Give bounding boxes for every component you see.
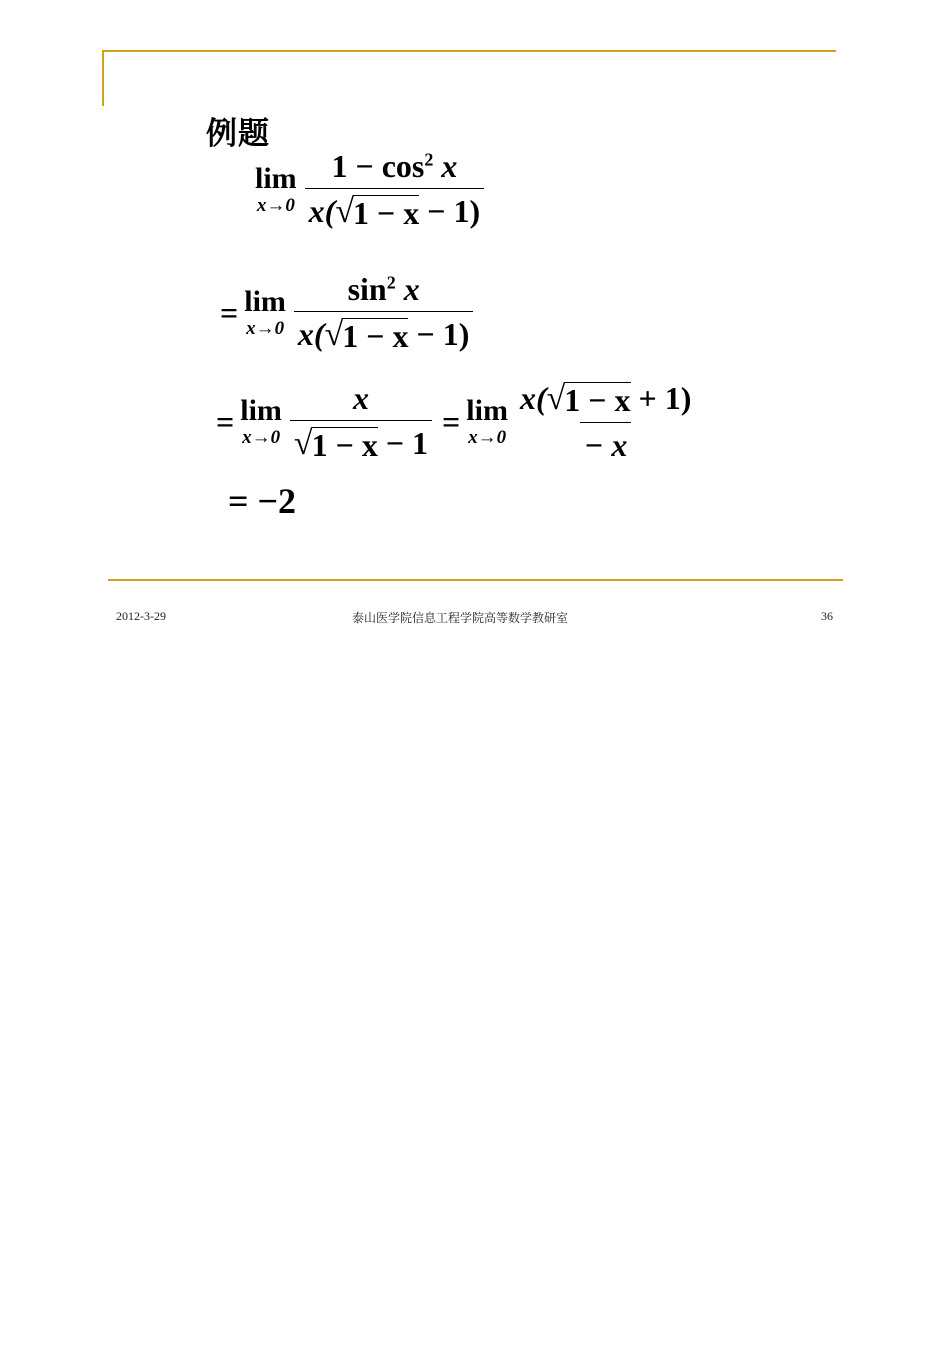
numerator [516,382,695,422]
denominator [290,420,432,461]
radicand: 1 − x [311,427,378,463]
limit-operator [240,396,282,447]
square-root [547,382,631,416]
lim-subscript: x→0 [256,195,295,216]
numerator-text: sin [347,271,387,307]
radicand: 1 − x [353,195,420,231]
radicand: 1 − x [342,318,409,354]
lim-subscript: x→0 [246,318,285,339]
lim-word: lim [244,285,286,318]
exponent: 2 [386,272,396,293]
frame-left-border [102,50,104,106]
equals-sign-2: = [442,403,461,440]
denominator-suffix: − 1 [377,425,429,461]
denominator [294,311,473,352]
numerator: x [352,380,369,416]
limit-operator [244,287,286,338]
numerator [344,273,424,311]
square-root [294,427,378,461]
equals-sign: = [216,403,235,440]
footer-divider [108,579,843,581]
exponent: 2 [424,149,434,170]
radical-sign-icon: √ [293,425,313,462]
fraction [290,382,432,461]
lim-word: lim [240,394,282,427]
footer-page-number: 36 [821,609,833,623]
denominator-prefix: x( [297,316,325,352]
footer-date: 2012-3-29 [116,609,166,623]
square-root [335,195,419,229]
footer-department: 泰山医学院信息工程学院高等数学教研室 [352,611,569,625]
lim-word: lim [255,162,297,195]
limit-operator-2 [466,396,508,447]
equation-step-2 [220,273,473,352]
denominator: − x [580,422,631,461]
lim-subscript: x→0 [468,427,507,448]
radicand: 1 − x [564,382,631,418]
denominator-suffix: − 1) [408,316,470,352]
square-root [325,318,409,352]
equals-sign: = [220,294,239,331]
limit-operator [255,164,297,215]
fraction-2 [516,382,695,461]
example-heading: 例题 [206,116,270,152]
final-result: = −2 [228,481,297,521]
radical-sign-icon: √ [324,316,344,353]
equation-step-1 [255,150,484,229]
fraction [294,273,473,352]
fraction [305,150,484,229]
variable: x [403,271,420,307]
denominator-suffix: − 1) [419,193,481,229]
denominator [305,188,484,229]
radical-sign-icon: √ [335,193,354,230]
denominator-prefix: x( [308,193,336,229]
radical-sign-icon: √ [546,380,566,417]
lim-subscript: x→0 [242,427,281,448]
equation-step-3 [216,382,695,461]
numerator-text: 1 − cos [331,148,425,184]
numerator-prefix: x( [519,380,547,416]
numerator-suffix: + 1) [630,380,692,416]
lim-word: lim [466,394,508,427]
numerator [327,150,461,188]
frame-top-border [102,50,836,52]
variable: x [441,148,458,184]
